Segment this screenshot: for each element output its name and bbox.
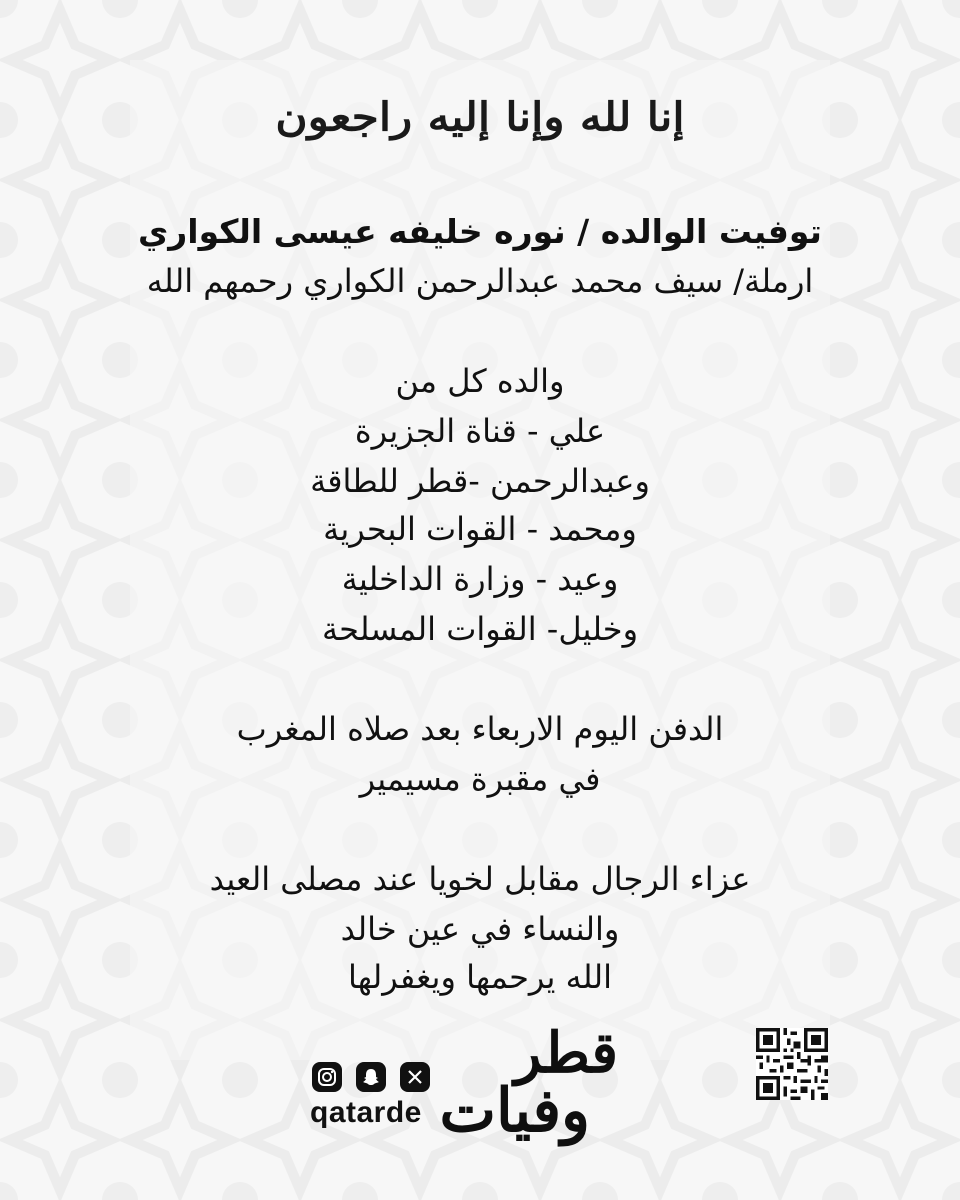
logo-word-wafiyat: وفيات [439, 1076, 590, 1146]
condolence-men: عزاء الرجال مقابل لخويا عند مصلى العيد [209, 860, 751, 898]
widow-line: ارملة/ سيف محمد عبدالرحمن الكواري رحمهم الله [146, 262, 814, 300]
burial-place: في مقبرة مسيمير [359, 760, 601, 798]
calligraphy-verse: إنا لله وإنا إليه راجعون [275, 94, 685, 141]
condolence-women: والنساء في عين خالد [340, 910, 620, 948]
child-line: علي - قناة الجزيرة [354, 412, 606, 450]
child-line: وعبدالرحمن -قطر للطاقة [310, 462, 650, 500]
logo-word-qatar: قطر [514, 1020, 618, 1086]
burial-time: الدفن اليوم الاربعاء بعد صلاه المغرب [236, 710, 724, 748]
prayer-line: الله يرحمها ويغفرلها [348, 958, 612, 996]
child-line: وعيد - وزارة الداخلية [341, 560, 619, 598]
social-handle[interactable]: qatarde [310, 1096, 422, 1129]
child-line: وخليل- القوات المسلحة [321, 610, 639, 648]
notice-title: توفيت الوالده / نوره خليفه عيسى الكواري [138, 212, 822, 251]
mother-of-label: والده كل من [395, 362, 565, 400]
child-line: ومحمد - القوات البحرية [323, 510, 637, 548]
